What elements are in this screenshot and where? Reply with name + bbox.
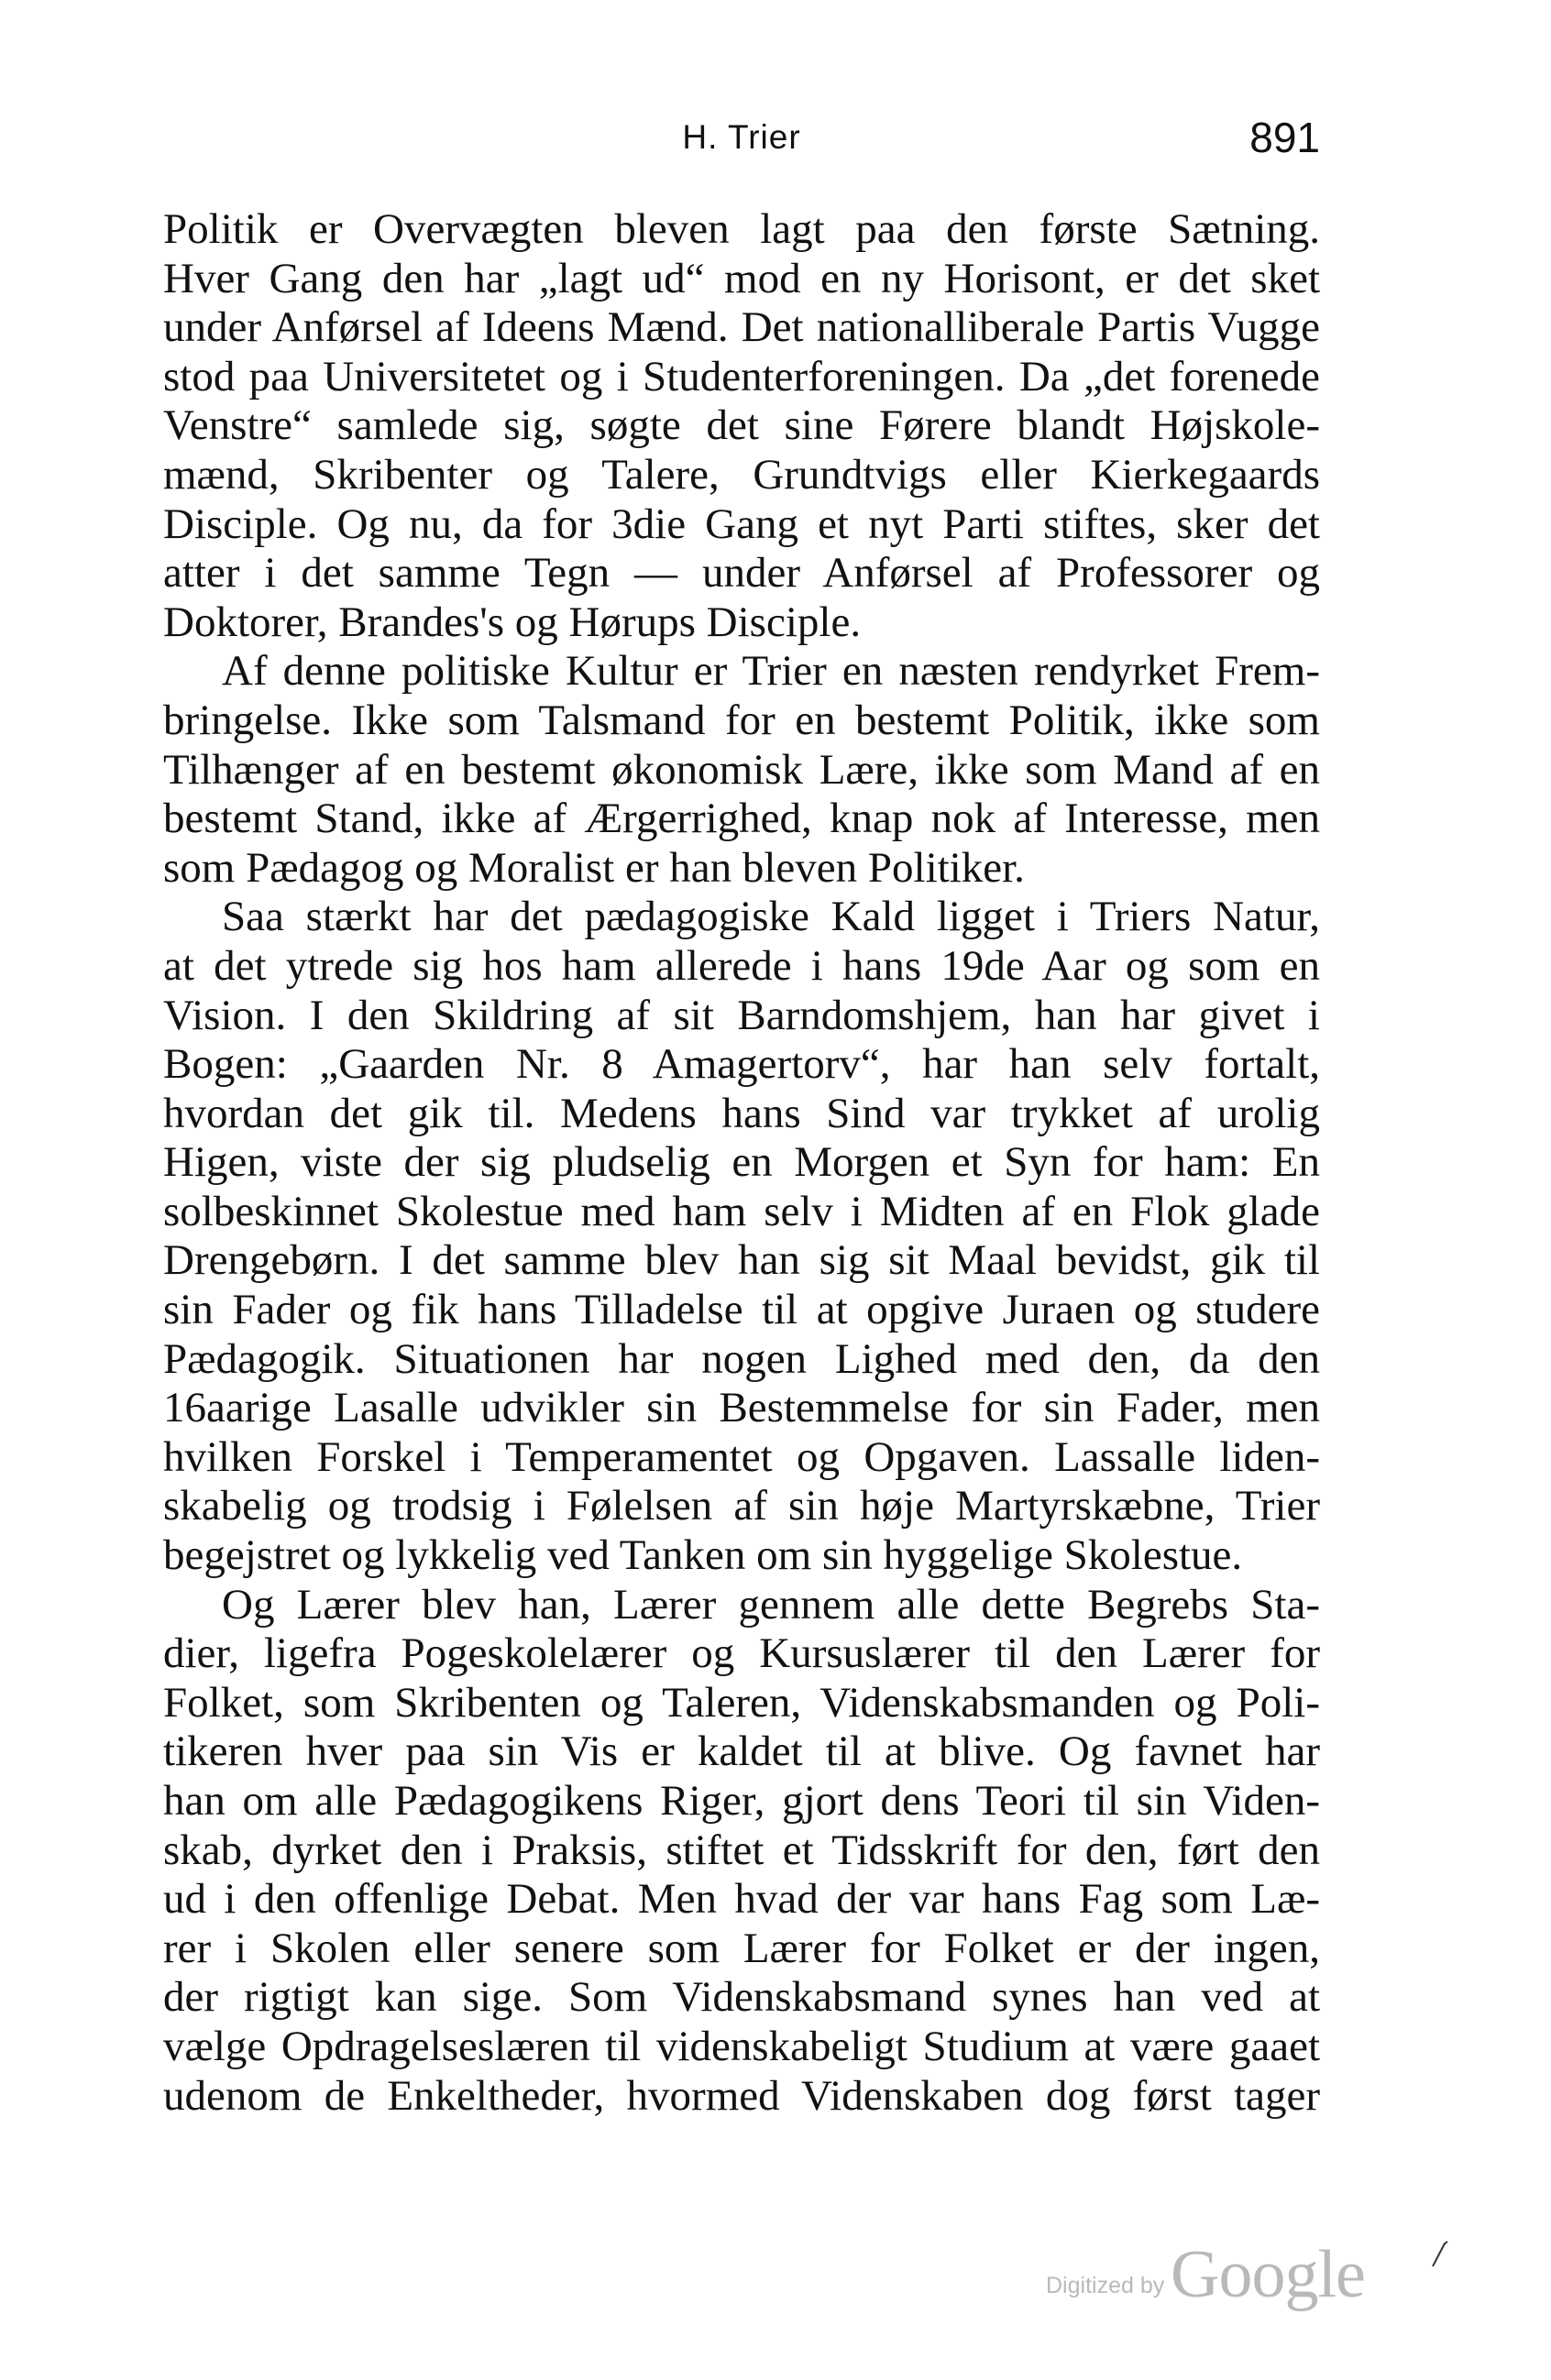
- text-line: der rigtigt kan sige. Som Videnskabsmand synes han ved at: [163, 1973, 1320, 2022]
- text-line: vælge Opdragelseslæren til videnskabeligt Studium at være gaaet: [163, 2022, 1320, 2070]
- page-header: [163, 110, 1320, 174]
- running-head: H. Trier: [682, 118, 801, 156]
- text-line: mænd, Skribenter og Talere, Grundtvigs eller Kierkegaards: [163, 450, 1320, 499]
- digitization-watermark: [1046, 2227, 1413, 2319]
- text-line: stod paa Universitetet og i Studenterforeningen. Da „det forenede: [163, 352, 1320, 400]
- text-line: tikeren hver paa sin Vis er kaldet til at blive. Og favnet har: [163, 1727, 1320, 1776]
- text-line: hvordan det gik til. Medens hans Sind var trykket af urolig: [163, 1089, 1320, 1137]
- text-line: hvilken Forskel i Temperamentet og Opgaven. Lassalle liden-: [163, 1432, 1320, 1481]
- body-text: [163, 205, 1320, 2121]
- text-line: 16aarige Lasalle udvikler sin Bestemmelse for sin Fader, men: [163, 1384, 1320, 1432]
- text-line: skabelig og trodsig i Følelsen af sin høje Martyrskæbne, Trier: [163, 1482, 1320, 1530]
- text-line: Vision. I den Skildring af sit Barndomshjem, han har givet i: [163, 991, 1320, 1039]
- text-line: Drengebørn. I det samme blev han sig sit Maal bevidst, gik til: [163, 1236, 1320, 1285]
- text-line: Bogen: „Gaarden Nr. 8 Amagertorv“, har han selv fortalt,: [163, 1040, 1320, 1089]
- text-line: Disciple. Og nu, da for 3die Gang et nyt Parti stiftes, sker det: [163, 499, 1320, 548]
- page-number: 891: [1249, 114, 1320, 161]
- text-line: begejstret og lykkelig ved Tanken om sin hyggelige Skolestue.: [163, 1531, 1243, 1580]
- text-line: bestemt Stand, ikke af Ærgerrighed, knap nok af Interesse, men: [163, 795, 1320, 843]
- google-wordmark: Google: [1171, 2237, 1365, 2312]
- text-line: Af denne politiske Kultur er Trier en næsten rendyrket Frem-: [222, 647, 1320, 696]
- text-line: Folket, som Skribenten og Taleren, Videnskabsmanden og Poli-: [163, 1678, 1320, 1727]
- text-line: som Pædagog og Moralist er han bleven Politiker.: [163, 843, 1025, 892]
- text-line: skab, dyrket den i Praksis, stiftet et Tidsskrift for den, ført den: [163, 1826, 1320, 1874]
- text-line: at det ytrede sig hos ham allerede i hans 19de Aar og som en: [163, 941, 1320, 990]
- text-line: han om alle Pædagogikens Riger, gjort dens Teori til sin Viden-: [163, 1777, 1320, 1825]
- text-line: dier, ligefra Pogeskolelærer og Kursuslærer til den Lærer for: [163, 1629, 1320, 1678]
- text-line: Og Lærer blev han, Lærer gennem alle dette Begrebs Sta-: [222, 1580, 1320, 1629]
- digitized-by-label: Digitized by: [1046, 2273, 1165, 2298]
- text-line: solbeskinnet Skolestue med ham selv i Midten af en Flok glade: [163, 1187, 1320, 1235]
- text-line: Politik er Overvægten bleven lagt paa den første Sætning.: [163, 205, 1320, 253]
- text-line: udenom de Enkeltheder, hvormed Videnskaben dog først tager: [163, 2071, 1320, 2120]
- text-line: under Anførsel af Ideens Mænd. Det nationalliberale Partis Vugge: [163, 303, 1320, 352]
- text-line: sin Fader og fik hans Tilladelse til at opgive Juraen og studere: [163, 1286, 1320, 1334]
- text-line: bringelse. Ikke som Talsmand for en bestemt Politik, ikke som: [163, 696, 1320, 744]
- text-line: Pædagogik. Situationen har nogen Lighed med den, da den: [163, 1334, 1320, 1383]
- scan-speck-mark: [1424, 2238, 1452, 2275]
- text-line: Hver Gang den har „lagt ud“ mod en ny Horisont, er det sket: [163, 254, 1320, 302]
- text-line: Saa stærkt har det pædagogiske Kald ligget i Triers Natur,: [222, 893, 1320, 941]
- text-line: Tilhænger af en bestemt økonomisk Lære, ikke som Mand af en: [163, 745, 1320, 794]
- text-line: rer i Skolen eller senere som Lærer for Folket er der ingen,: [163, 1924, 1320, 1972]
- text-line: Venstre“ samlede sig, søgte det sine Førere blandt Højskole-: [163, 401, 1320, 450]
- text-line: atter i det samme Tegn — under Anførsel af Professorer og: [163, 549, 1320, 598]
- text-line: Higen, viste der sig pludselig en Morgen et Syn for ham: En: [163, 1138, 1320, 1187]
- text-line: ud i den offenlige Debat. Men hvad der var hans Fag som Læ-: [163, 1875, 1320, 1924]
- text-line: Doktorer, Brandes's og Hørups Disciple.: [163, 598, 862, 646]
